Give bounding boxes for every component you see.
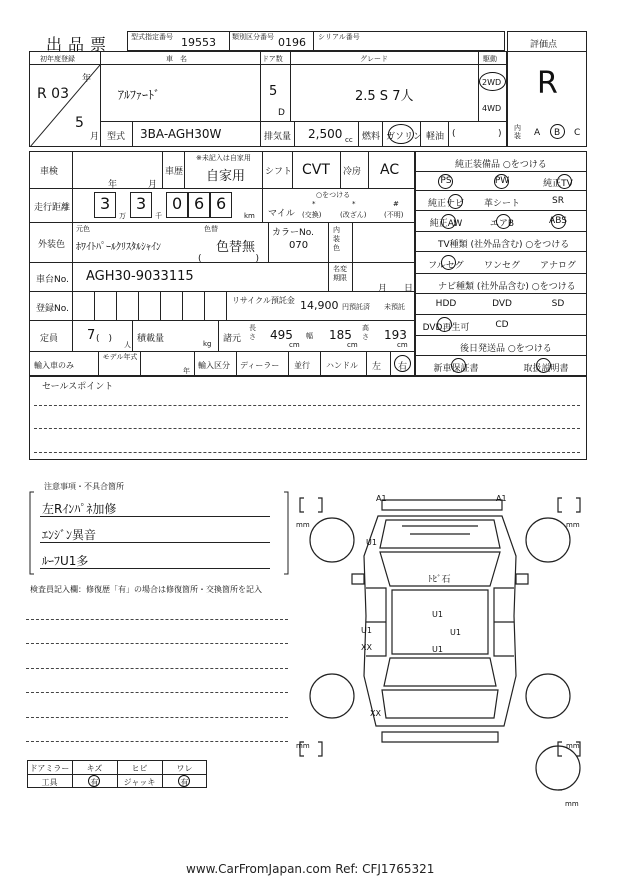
mm-label: mm <box>296 742 310 750</box>
displacement-label: 排気量 <box>264 132 292 142</box>
jack-value: 有 <box>180 778 189 787</box>
altered-mark: * <box>352 200 356 208</box>
history-note: ※未記入は自家用 <box>196 154 251 162</box>
name-change-month-unit: 月 <box>378 284 388 294</box>
footer-header: ドアミラー <box>29 764 70 773</box>
grade-value: 2.5 S 7人 <box>355 89 414 104</box>
recycle-unpaid: 未預託 <box>384 303 405 311</box>
handle-label: ハンドル <box>326 361 358 370</box>
note-line: ｴﾝｼﾞﾝ異音 <box>42 528 97 542</box>
tv-label: TV種類 (社外品含む) ○をつける <box>438 240 570 250</box>
damage-mark: XX <box>361 643 372 652</box>
unknown-mark: # <box>393 200 399 208</box>
first-reg-year-unit: 年 <box>82 74 92 84</box>
shift-value: CVT <box>302 162 330 178</box>
name-change-day-unit: 日 <box>404 284 414 294</box>
chassis-value: AGH30-9033115 <box>86 269 194 284</box>
note-line: 左Rｲﾝﾊﾟﾈ加修 <box>42 502 117 516</box>
car-name-label: 車 名 <box>166 55 187 63</box>
doors-value: 5 <box>269 84 278 99</box>
type-value: 3BA-AGH30W <box>140 127 222 141</box>
recycle-value: 14,900 <box>300 299 339 312</box>
load-label: 積載量 <box>137 334 165 344</box>
mileage-digit: 3 <box>100 194 111 213</box>
capacity-unit: 人 <box>124 341 131 349</box>
nav-dvd: DVD <box>492 299 512 309</box>
equip-airbag-circle <box>496 214 511 229</box>
unknown-label: (不明) <box>384 211 404 219</box>
tv-analog: アナログ <box>539 261 576 271</box>
model-year-unit: 年 <box>183 367 190 375</box>
unit-sen: 千 <box>155 212 162 220</box>
nav-hdd: HDD <box>435 299 457 309</box>
tv-oneseg: ワンセグ <box>483 261 520 271</box>
drive-4wd: 4WD <box>482 104 502 113</box>
fuel-circle <box>388 124 414 144</box>
later-warranty: 新車保証書 <box>433 364 479 374</box>
later-label: 後日発送品 ○をつける <box>460 344 552 354</box>
inspection-month-unit: 月 <box>148 180 158 190</box>
drive-2wd: 2WD <box>482 78 502 87</box>
nav-dvd-play: DVD再生可 <box>422 323 470 333</box>
first-reg-month-unit: 月 <box>90 132 100 142</box>
damage-mark: U1 <box>432 645 443 654</box>
first-reg-label: 初年度登録 <box>40 55 75 63</box>
mm-label: mm <box>566 742 580 750</box>
mileage-circle-label: ○をつける <box>316 191 351 199</box>
length-label: 長さ <box>249 324 256 341</box>
cooler-label: 冷房 <box>343 167 362 177</box>
light-oil-label: 軽油 <box>426 132 445 142</box>
damage-mark: ﾄﾋﾞ石 <box>428 575 451 585</box>
fuel-label: 燃料 <box>362 132 381 142</box>
width-unit: cm <box>347 341 358 349</box>
later-manual-circle <box>536 358 551 373</box>
interior-c: C <box>574 128 581 138</box>
interior-color-label: 内装色 <box>333 226 340 252</box>
mileage-digit: 6 <box>194 194 205 213</box>
tools-circle <box>88 775 100 787</box>
tv-fullseg: フルセグ <box>428 261 464 271</box>
fuel-value: ガソリン <box>386 132 423 142</box>
unit-km: km <box>244 212 255 220</box>
equip-genuine-aw: 純正AW <box>429 219 463 229</box>
damage-mark: U1 <box>450 628 461 637</box>
registration-label: 登録No. <box>36 304 69 314</box>
recycle-unit: 円預託済 <box>342 303 370 311</box>
damage-mark: U1 <box>432 610 443 619</box>
note-line: ﾙｰﾌU1多 <box>42 554 89 568</box>
nav-dvd-play-circle <box>437 317 452 332</box>
chassis-label: 車台No. <box>36 275 69 285</box>
first-reg-diagonal <box>30 65 100 147</box>
equip-ps: PS <box>440 176 452 186</box>
color-change-value: 色替無 <box>216 240 256 255</box>
equip-genuine-tv: 純正TV <box>543 179 573 189</box>
damage-mark: A1 <box>376 494 387 503</box>
drive-label: 駆動 <box>483 55 497 63</box>
page-title: 出品票 <box>46 35 113 54</box>
first-reg-month: 5 <box>75 115 84 131</box>
serial-label: シリアル番号 <box>318 33 360 41</box>
equip-pw-circle <box>494 174 509 189</box>
unit-man: 万 <box>119 212 126 220</box>
tools-label: 工具 <box>41 778 58 787</box>
later-warranty-circle <box>451 358 466 373</box>
height-unit: cm <box>397 341 408 349</box>
mileage-digit: 6 <box>216 194 227 213</box>
tv-fullseg-circle <box>441 255 456 270</box>
equip-ps-circle <box>438 174 453 189</box>
history-label: 車歴 <box>165 167 184 177</box>
handle-left: 左 <box>372 362 382 372</box>
width-value: 185 <box>329 328 352 342</box>
equip-pw: PW <box>494 176 510 186</box>
width-label: 幅 <box>306 332 313 340</box>
door-type: D <box>278 108 285 118</box>
length-value: 495 <box>270 328 293 342</box>
score-value: R <box>537 66 558 101</box>
height-label: 高さ <box>362 324 369 341</box>
load-unit: kg <box>203 340 212 348</box>
capacity-paren: ( ) <box>96 334 113 344</box>
type-label: 型式 <box>107 132 126 142</box>
equip-abs: ABS <box>549 216 567 226</box>
drive-2wd-circle <box>479 72 506 91</box>
damage-mark: XX <box>370 709 381 718</box>
shift-label: シフト <box>265 167 293 177</box>
tools-value: 有 <box>90 778 99 787</box>
height-value: 193 <box>384 328 407 342</box>
equip-aw-circle <box>441 214 456 229</box>
fuel-paren-open: ( <box>452 129 456 139</box>
dim-label: 諸元 <box>223 334 242 344</box>
equip-airbag: エアB <box>489 219 515 229</box>
recycle-label: リサイクル預託金 <box>232 296 295 305</box>
import-class-label: 輸入区分 <box>198 361 230 370</box>
exchanged-label: (交換) <box>302 211 322 219</box>
interior-b: B <box>554 128 561 138</box>
dealer-label: ディーラー <box>240 361 280 370</box>
damage-mark: U1 <box>366 538 377 547</box>
inspection-year-unit: 年 <box>108 180 118 190</box>
inspection-label: 車検 <box>40 167 59 177</box>
color-no-label: カラーNo. <box>272 228 314 238</box>
exchanged-mark: * <box>312 200 316 208</box>
mile-label: マイル <box>268 209 295 219</box>
damage-mark: U1 <box>361 626 372 635</box>
score-label: 評価点 <box>530 40 558 50</box>
interior-a: A <box>534 128 541 138</box>
nav-cd: CD <box>495 320 509 330</box>
mm-label: mm <box>566 521 580 529</box>
sales-point-label: セールスポイント <box>42 382 114 392</box>
doors-label: ドア数 <box>262 55 283 63</box>
equip-leather: 革シート <box>483 199 520 209</box>
capacity-label: 定員 <box>40 334 59 344</box>
mm-label: mm <box>296 521 310 529</box>
model-cert-label: 型式指定番号 <box>131 33 173 41</box>
name-change-label: 名変期限 <box>333 265 347 282</box>
capacity-value: 7 <box>87 328 96 343</box>
length-unit: cm <box>289 341 300 349</box>
nav-sd: SD <box>551 299 565 309</box>
handle-right: 右 <box>398 362 408 372</box>
original-color-label: 元色 <box>76 225 90 233</box>
footer-header: ヒビ <box>131 764 148 773</box>
inspector-label: 検査員記入欄：修復歴「有」の場合は修復箇所・交換箇所を記入 <box>30 585 262 594</box>
model-cert-value: 19553 <box>181 36 216 49</box>
equip-sr: SR <box>552 196 564 206</box>
history-value: 自家用 <box>206 169 246 184</box>
jack-label: ジャッキ <box>123 778 156 787</box>
mileage-digit: 0 <box>172 194 183 213</box>
damage-mark: A1 <box>496 494 507 503</box>
equip-nav-circle <box>448 194 463 209</box>
footer-header: キズ <box>86 764 103 773</box>
watermark: www.CarFromJapan.com Ref: CFJ1765321 <box>186 862 435 876</box>
exterior-value: ﾎﾜｲﾄﾊﾟｰﾙｸﾘｽﾀﾙｼｬｲﾝ <box>76 242 161 253</box>
later-manual: 取扱説明書 <box>523 364 569 374</box>
first-reg-year: R 03 <box>37 86 69 102</box>
category-label: 類別区分番号 <box>232 33 274 41</box>
jack-circle <box>178 775 190 787</box>
cooler-value: AC <box>380 162 400 178</box>
mm-label: mm <box>565 800 579 808</box>
equip-tv-circle <box>557 174 572 189</box>
notes-label: 注意事項・不具合箇所 <box>44 482 124 491</box>
model-year-label: モデル年式 <box>102 353 138 361</box>
color-paren: ( ) <box>198 254 260 264</box>
category-value: 0196 <box>278 36 306 49</box>
fuel-paren-close: ) <box>498 129 502 139</box>
import-label: 輸入車のみ <box>34 361 74 370</box>
displacement-value: 2,500 <box>308 127 343 141</box>
color-no-value: 070 <box>289 240 309 251</box>
exterior-label: 外装色 <box>38 240 66 250</box>
color-change-label: 色替 <box>204 225 218 233</box>
interior-b-circle <box>550 124 565 139</box>
mileage-digit: 3 <box>136 194 147 213</box>
interior-label: 内装 <box>514 124 521 140</box>
handle-right-circle <box>394 355 411 372</box>
nav-label: ナビ種類 (社外品含む) ○をつける <box>438 282 576 292</box>
equip-abs-circle <box>551 214 566 229</box>
footer-header: ワレ <box>176 764 193 773</box>
genuine-label: 純正装備品 ○をつける <box>455 160 547 170</box>
car-name-value: ｱﾙﾌｧｰﾄﾞ <box>118 88 161 102</box>
parallel-label: 並行 <box>294 361 310 370</box>
altered-label: (改ざん) <box>340 211 367 219</box>
grade-label: グレード <box>360 55 388 63</box>
equip-genuine-nav: 純正ナビ <box>427 199 464 209</box>
mileage-label: 走行距離 <box>34 203 71 213</box>
displacement-unit: cc <box>345 136 353 144</box>
